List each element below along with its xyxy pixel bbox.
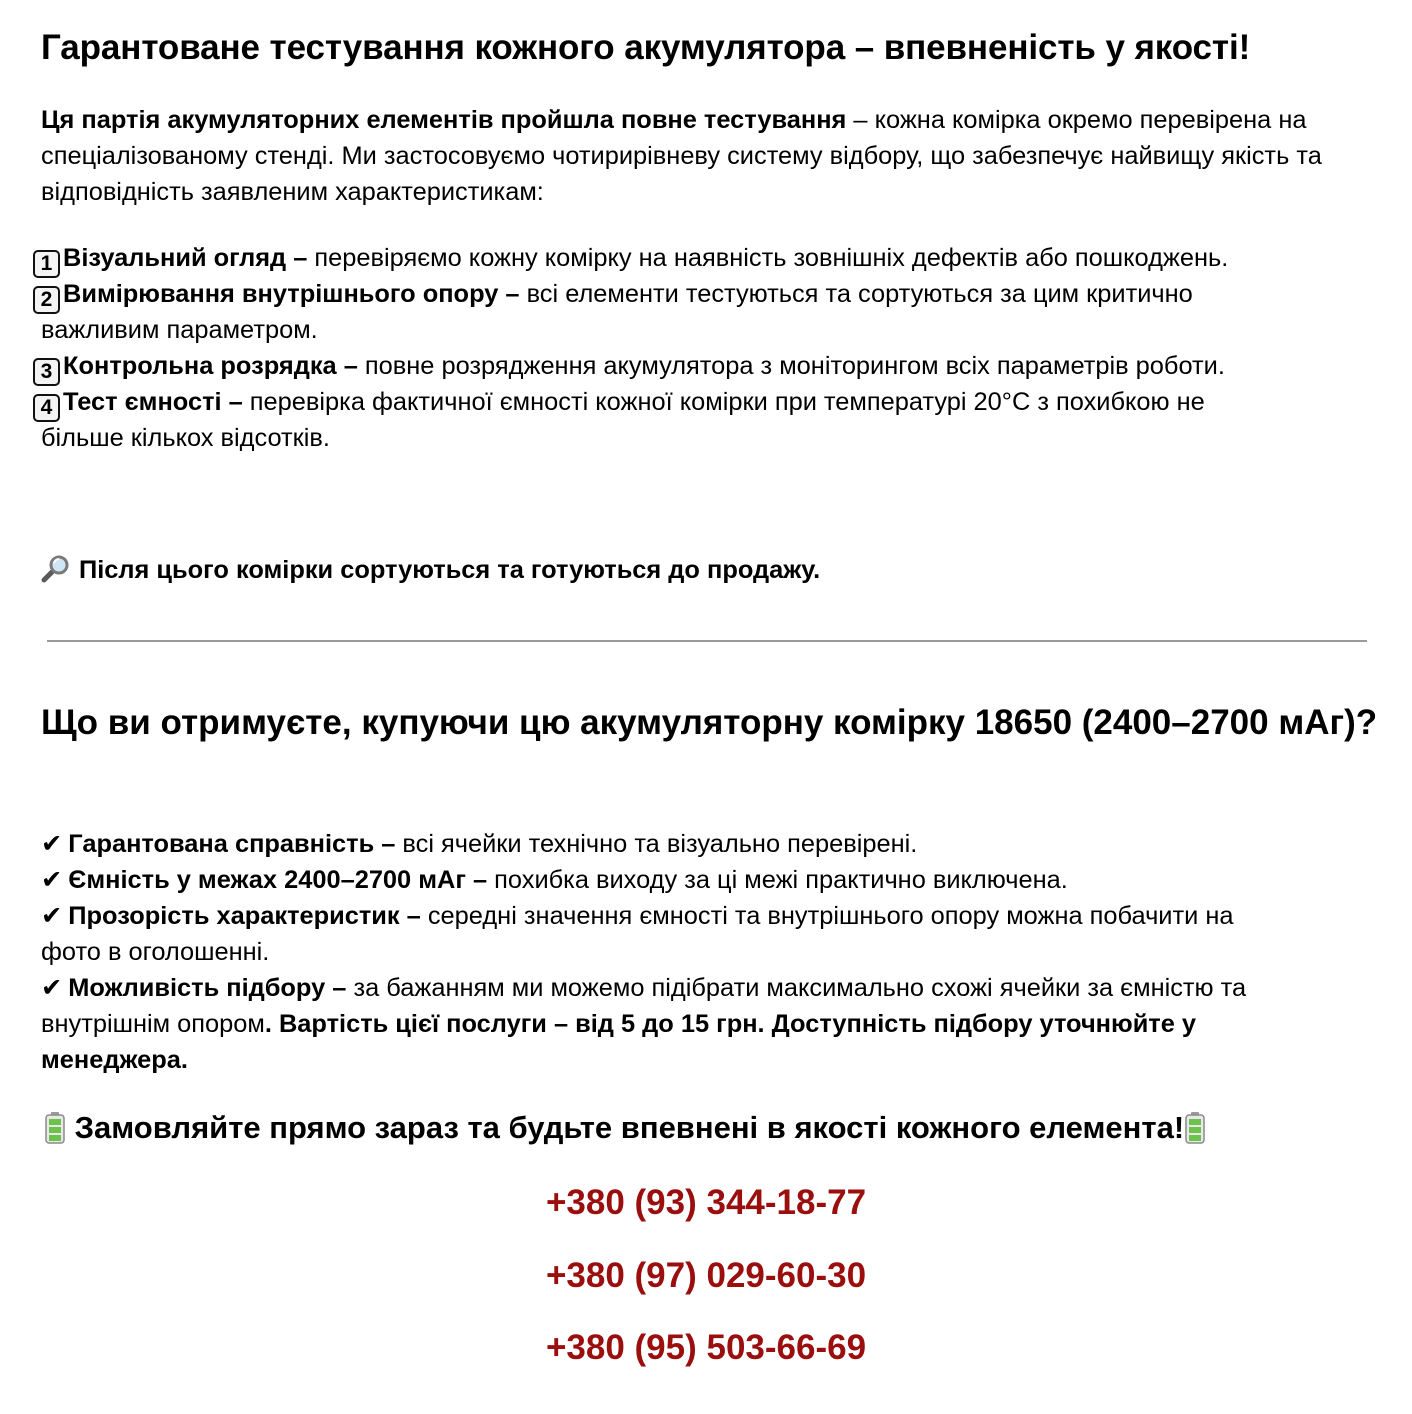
battery-icon (44, 1112, 66, 1144)
step-text: повне розрядження акумулятора з моніторингом всіх параметрів роботи. (357, 352, 1225, 380)
step-item-2-cont: важливим параметром. (41, 316, 318, 344)
page-title: Гарантоване тестування кожного акумулятора – впевненість у якості! (41, 28, 1251, 67)
benefit-item-4-cont (41, 1006, 1196, 1042)
section-title: Що ви отримуєте, купуючи цю акумуляторну комірку 18650 (2400–2700 мАг)? (41, 703, 1378, 742)
step-title: Тест ємності – (63, 388, 243, 416)
step-item-4-cont: більше кількох відсотків. (41, 424, 330, 452)
step-text: перевірка фактичної ємності кожної комірки при температурі 20°C з похибкою не (242, 388, 1205, 416)
step-item-3 (41, 348, 1225, 386)
note-text: Після цього комірки сортуються та готуються до продажу. (79, 556, 821, 584)
sorting-note (41, 552, 820, 588)
benefit-text-cont: внутрішнім опором (41, 1010, 265, 1038)
keycap-two-icon: 2 (33, 286, 60, 314)
benefit-title: Прозорість характеристик – (68, 902, 421, 930)
step-text: всі елементи тестуються та сортуються за цим критично (519, 280, 1193, 308)
call-to-action (44, 1108, 1206, 1148)
benefit-title: Гарантована справність – (68, 830, 396, 858)
intro-bold: Ця партія акумуляторних елементів пройшла повне тестування (41, 106, 847, 134)
benefit-text: за бажанням ми можемо підібрати максимально схожі ячейки за ємністю та (346, 974, 1247, 1002)
benefit-text: похибка виходу за ці межі практично виключена. (487, 866, 1068, 894)
step-item-2 (41, 276, 1193, 314)
step-item-1 (41, 240, 1228, 278)
step-title: Вимірювання внутрішнього опору – (63, 280, 520, 308)
cta-text: Замовляйте прямо зараз та будьте впевнені в якості кожного елемента! (74, 1110, 1185, 1145)
keycap-four-icon: 4 (33, 394, 60, 422)
magnifying-glass-icon (41, 555, 71, 583)
check-mark-icon: ✔ (41, 902, 63, 930)
step-title: Контрольна розрядка – (63, 352, 358, 380)
intro-text: – кожна комірка окремо перевірена на спеціалізованому стенді. Ми застосовуємо чотирирівневу систему відбору, що забезпечує найвищу якість та відповідність заявленим характеристикам: (41, 106, 1322, 206)
benefit-title: Ємність у межах 2400–2700 мАг – (68, 866, 488, 894)
phone-number-1[interactable]: +380 (93) 344-18-77 (545, 1183, 867, 1222)
benefit-item-4 (41, 970, 1246, 1006)
section-divider (47, 640, 1367, 642)
service-price-note: . Вартість цієї послуги – від 5 до 15 грн. Доступність підбору уточнюйте у (264, 1010, 1197, 1038)
phone-number-3[interactable]: +380 (95) 503-66-69 (545, 1328, 867, 1367)
check-mark-icon: ✔ (41, 830, 63, 858)
keycap-three-icon: 3 (33, 358, 60, 386)
benefit-item-2 (41, 862, 1068, 898)
phone-number-2[interactable]: +380 (97) 029-60-30 (545, 1256, 867, 1295)
step-title: Візуальний огляд – (63, 244, 308, 272)
keycap-one-icon: 1 (33, 250, 60, 278)
benefit-item-4-cont2: менеджера. (41, 1046, 188, 1074)
step-item-4 (41, 384, 1205, 422)
benefit-item-1 (41, 826, 917, 862)
benefit-item-3 (41, 898, 1234, 934)
check-mark-icon: ✔ (41, 974, 63, 1002)
benefit-item-3-cont: фото в оголошенні. (41, 938, 270, 966)
battery-icon (1184, 1112, 1206, 1144)
step-text: перевіряємо кожну комірку на наявність зовнішніх дефектів або пошкоджень. (307, 244, 1229, 272)
check-mark-icon: ✔ (41, 866, 63, 894)
benefit-text: середні значення ємності та внутрішнього опору можна побачити на (420, 902, 1234, 930)
benefit-text: всі ячейки технічно та візуально перевірені. (395, 830, 918, 858)
intro-paragraph (41, 102, 1376, 210)
benefit-title: Можливість підбору – (68, 974, 347, 1002)
